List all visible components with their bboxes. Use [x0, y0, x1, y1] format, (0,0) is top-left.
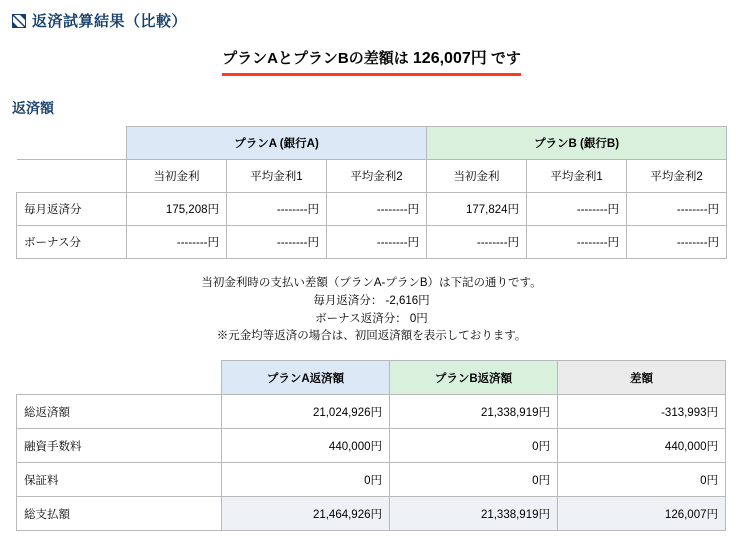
headline-amount: 126,007円 — [412, 50, 487, 67]
table-row — [17, 127, 727, 160]
table-row — [17, 160, 727, 193]
table-corner-cell — [17, 160, 127, 193]
summary-header-plan-b: プランB返済額 — [390, 361, 558, 395]
headline-prefix: プランAとプランBの差額は — [222, 50, 413, 67]
row-label-grand-total: 総支払額 — [17, 497, 222, 531]
cell-monthly-3: 177,824円 — [427, 193, 527, 226]
sub-header-0: 当初金利 — [127, 160, 227, 193]
table-corner-cell — [17, 127, 127, 160]
page-title: 返済試算結果（比較） — [32, 13, 188, 30]
cell-total-repayment-a: 21,024,926円 — [222, 395, 390, 429]
cell-grand-total-a: 21,464,926円 — [222, 497, 390, 531]
cell-bonus-2: --------円 — [327, 226, 427, 259]
repayment-table — [16, 126, 727, 259]
sub-header-1: 平均金利1 — [227, 160, 327, 193]
section-title-repayment: 返済額 — [12, 100, 54, 116]
summary-table — [16, 360, 726, 531]
headline-suffix: です — [486, 50, 521, 67]
cell-bonus-5: --------円 — [627, 226, 727, 259]
cell-bonus-4: --------円 — [527, 226, 627, 259]
table-row — [17, 395, 726, 429]
row-label-guarantee-fee: 保証料 — [17, 463, 222, 497]
table-row — [17, 429, 726, 463]
cell-loan-fee-a: 440,000円 — [222, 429, 390, 463]
headline-container — [0, 45, 743, 76]
cell-monthly-4: --------円 — [527, 193, 627, 226]
document-compare-icon — [12, 14, 26, 28]
sub-header-2: 平均金利2 — [327, 160, 427, 193]
summary-header-difference: 差額 — [558, 361, 726, 395]
cell-bonus-1: --------円 — [227, 226, 327, 259]
sub-header-3: 当初金利 — [427, 160, 527, 193]
row-label-total-repayment: 総返済額 — [17, 395, 222, 429]
cell-loan-fee-diff: 440,000円 — [558, 429, 726, 463]
page-header — [0, 0, 743, 31]
table-row — [17, 361, 726, 395]
notes-block — [0, 275, 743, 346]
cell-grand-total-b: 21,338,919円 — [390, 497, 558, 531]
table-row — [17, 193, 727, 226]
note-line-1: 毎月返済分： -2,616円 — [313, 294, 430, 307]
table-row — [17, 463, 726, 497]
cell-loan-fee-b: 0円 — [390, 429, 558, 463]
table-corner-cell — [17, 361, 222, 395]
cell-total-repayment-b: 21,338,919円 — [390, 395, 558, 429]
cell-guarantee-fee-a: 0円 — [222, 463, 390, 497]
sub-header-4: 平均金利1 — [527, 160, 627, 193]
note-line-3: ※元金均等返済の場合は、初回返済額を表示しております。 — [216, 330, 527, 343]
table-row — [17, 497, 726, 531]
summary-header-plan-a: プランA返済額 — [222, 361, 390, 395]
row-label-monthly: 毎月返済分 — [17, 193, 127, 226]
cell-total-repayment-diff: -313,993円 — [558, 395, 726, 429]
note-line-0: 当初金利時の支払い差額（プランA-プランB）は下記の通りです。 — [201, 277, 542, 289]
cell-monthly-2: --------円 — [327, 193, 427, 226]
cell-monthly-0: 175,208円 — [127, 193, 227, 226]
cell-monthly-5: --------円 — [627, 193, 727, 226]
cell-guarantee-fee-diff: 0円 — [558, 463, 726, 497]
row-label-loan-fee: 融資手数料 — [17, 429, 222, 463]
group-header-plan-b: プランB (銀行B) — [427, 127, 727, 160]
cell-grand-total-diff: 126,007円 — [558, 497, 726, 531]
cell-bonus-0: --------円 — [127, 226, 227, 259]
cell-bonus-3: --------円 — [427, 226, 527, 259]
difference-headline — [222, 45, 521, 76]
sub-header-5: 平均金利2 — [627, 160, 727, 193]
row-label-bonus: ボーナス分 — [17, 226, 127, 259]
group-header-plan-a: プランA (銀行A) — [127, 127, 427, 160]
cell-monthly-1: --------円 — [227, 193, 327, 226]
cell-guarantee-fee-b: 0円 — [390, 463, 558, 497]
table-row — [17, 226, 727, 259]
note-line-2: ボーナス返済分： 0円 — [315, 312, 428, 325]
